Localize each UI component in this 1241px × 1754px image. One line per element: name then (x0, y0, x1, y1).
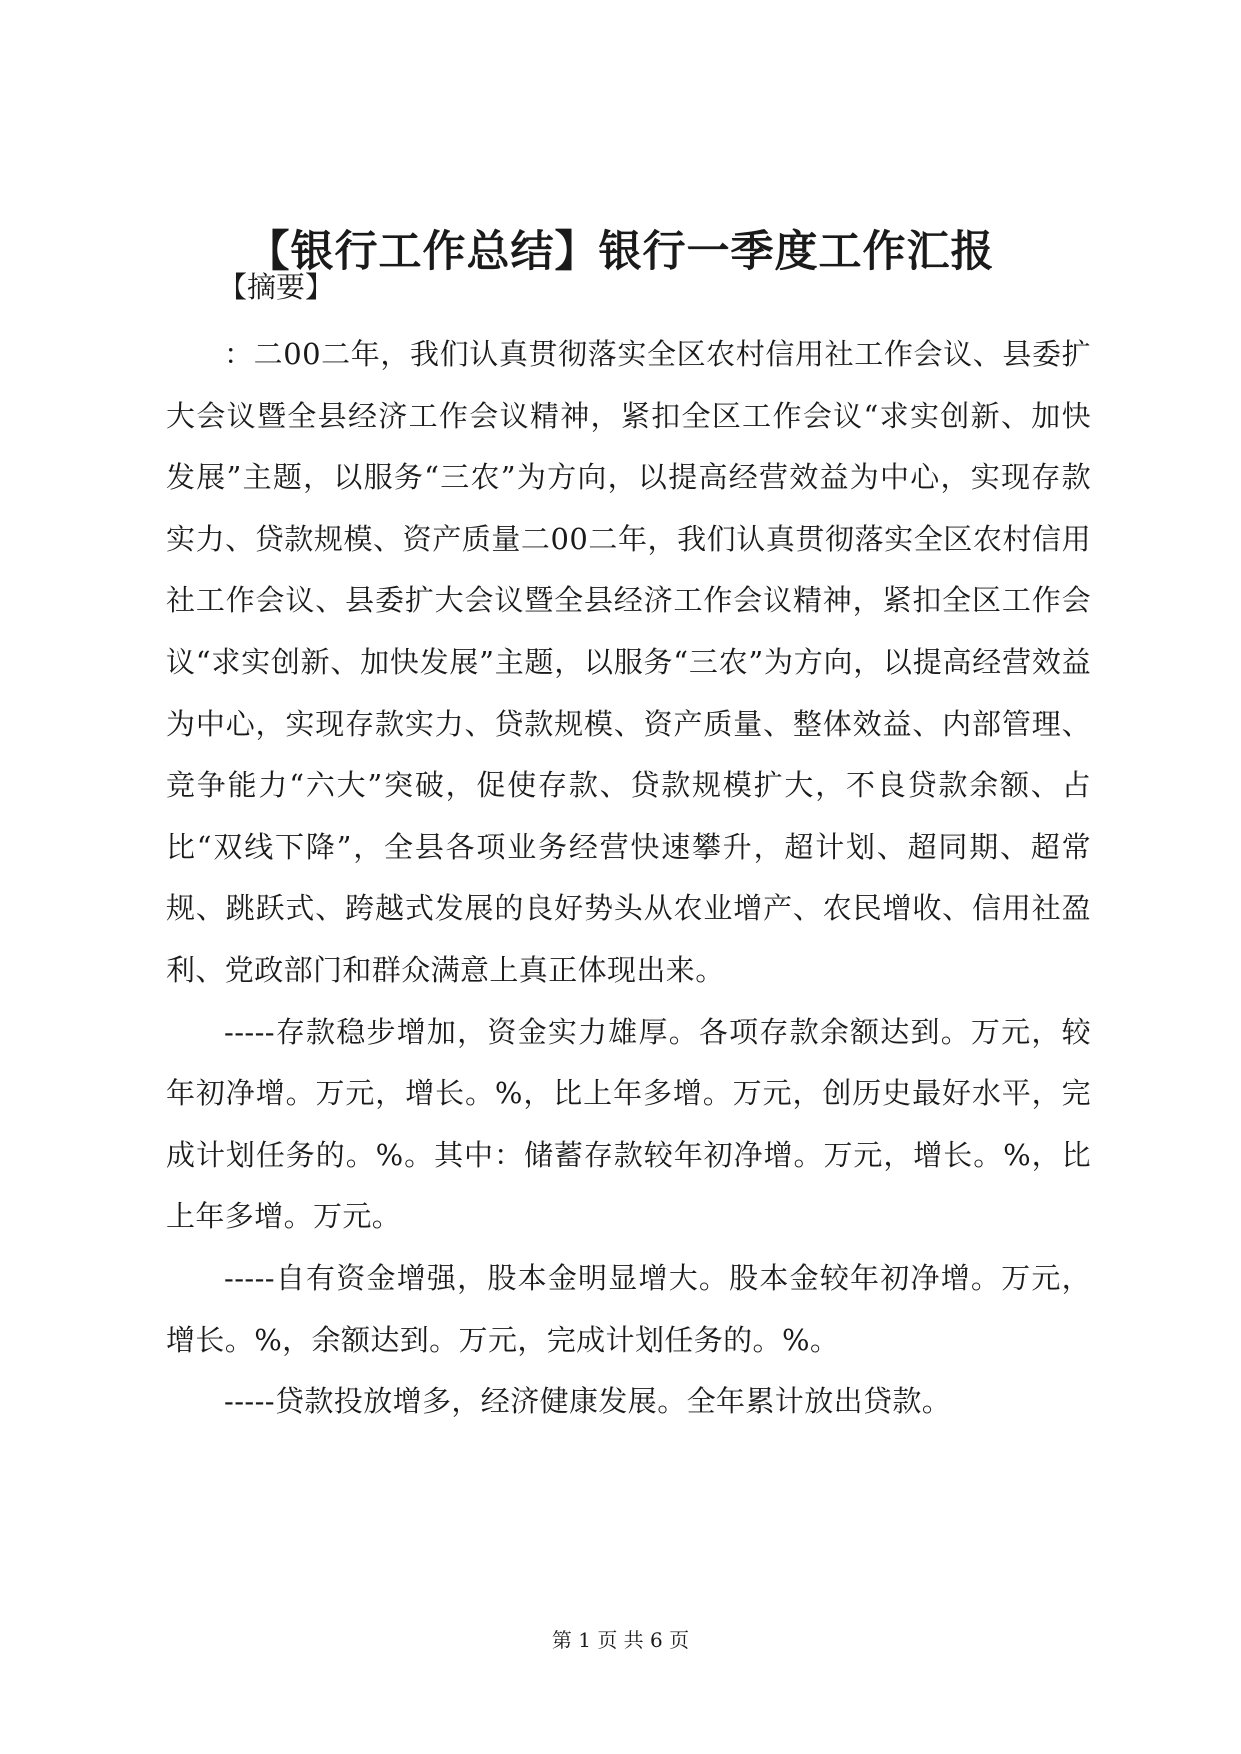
abstract-label: 【摘要】 (218, 270, 335, 304)
paragraph-1: ：二00二年，我们认真贯彻落实全区农村信用社工作会议、县委扩大会议暨全县经济工作会议精神，紧扣全区工作会议“求实创新、加快发展”主题，以服务“三农”为方向，以提高经营效益为中心，实现存款实力、贷款规模、资产质量二00二年，我们认真贯彻落实全区农村信用社工作会议、县委扩大会议暨全县经济工作会议精神，紧扣全区工作会议“求实创新、加快发展”主题，以服务“三农”为方向，以提高经营效益为中心，实现存款实力、贷款规模、资产质量、整体效益、内部管理、竞争能力“六大”突破，促使存款、贷款规模扩大，不良贷款余额、占比“双线下降”，全县各项业务经营快速攀升，超计划、超同期、超常规、跳跃式、跨越式发展的良好势头从农业增产、农民增收、信用社盈利、党政部门和群众满意上真正体现出来。 (166, 337, 1091, 987)
page-footer: 第 1 页 共 6 页 (551, 1628, 690, 1652)
document-title: 【银行工作总结】银行一季度工作汇报 (246, 227, 995, 277)
paragraph-2: -----存款稳步增加，资金实力雄厚。各项存款余额达到。万元，较年初净增。万元，增长。%，比上年多增。万元，创历史最好水平，完成计划任务的。%。其中：储蓄存款较年初净增。万元，增长。%，比上年多增。万元。 (166, 1014, 1091, 1234)
paragraph-4: -----贷款投放增多，经济健康发展。全年累计放出贷款。 (224, 1384, 952, 1419)
document-body (166, 324, 1091, 1433)
paragraph-3: -----自有资金增强，股本金明显增大。股本金较年初净增。万元，增长。%，余额达到。万元，完成计划任务的。%。 (166, 1260, 1091, 1357)
